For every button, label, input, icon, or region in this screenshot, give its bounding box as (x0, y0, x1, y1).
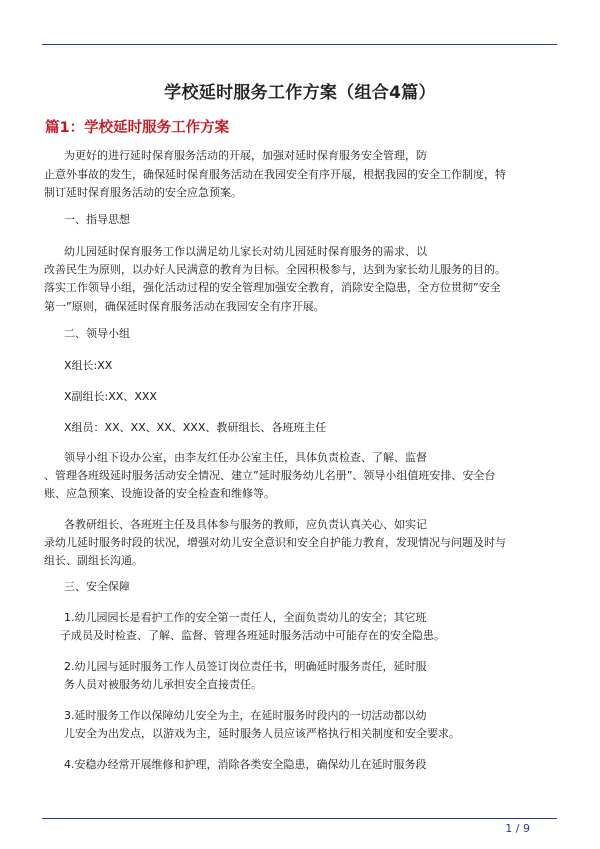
footer-rule (42, 818, 557, 819)
paragraph-line: 改善民生为原则，以办好人民满意的教育为目标。全园积极参与，达到为家长幼儿服务的目的。 (44, 263, 506, 276)
paragraph-line: 幼儿园延时保育服务工作以满足幼儿家长对幼儿园延时保育服务的需求、以 (64, 245, 427, 258)
paragraph-line: X副组长:XX、XXX (64, 390, 157, 403)
document-title: 学校延时服务工作方案（组合4篇） (164, 83, 436, 103)
paragraph-line: 组长、副组长沟通。 (44, 554, 143, 567)
paragraph-line: 制订延时保育服务活动的安全应急预案。 (44, 186, 242, 199)
paragraph-line: 4.安稳办经常开展维修和护理，消除各类安全隐患，确保幼儿在延时服务段 (64, 758, 427, 771)
paragraph-line: 3.延时服务工作以保障幼儿安全为主，在延时服务时段内的一切活动都以幼 (64, 709, 427, 722)
paragraph-line: 子成员及时检查、了解、监督、管理各班延时服务活动中可能存在的安全隐患。 (60, 629, 445, 642)
subheading: 二、领导小组 (64, 327, 130, 340)
paragraph-line: 领导小组下设办公室，由李友红任办公室主任，具体负责检查、了解、监督 (64, 451, 427, 464)
section-heading: 篇1：学校延时服务工作方案 (45, 120, 230, 136)
paragraph-line: 落实工作领导小组，强化活动过程的安全管理加强安全教育，消除安全隐患，全方位贯彻”安全 (44, 281, 501, 294)
paragraph-line: X组员：XX、XX、XX、XXX、教研组长、各班班主任 (64, 421, 327, 434)
paragraph-line: 1.幼儿园园长是看护工作的安全第一责任人，全面负责幼儿的安全；其它班 (64, 611, 427, 624)
paragraph-line: 为更好的进行延时保育服务活动的开展，加强对延时保育服务安全管理，防 (64, 149, 427, 162)
paragraph-line: 账、应急预案、设施设备的安全检查和维修等。 (44, 487, 275, 500)
subheading: 三、安全保障 (64, 580, 130, 593)
paragraph-line: 第一”原则，确保延时保育服务活动在我园安全有序开展。 (44, 300, 325, 313)
paragraph-line: X组长:XX (64, 359, 113, 372)
paragraph-line: 儿安全为出发点，以游戏为主，延时服务人员应该严格执行相关制度和安全要求。 (64, 727, 460, 740)
subheading: 一、指导思想 (64, 213, 130, 226)
paragraph-line: 止意外事故的发生，确保延时保育服务活动在我园安全有序开展，根据我园的安全工作制度，特 (44, 168, 506, 181)
paragraph-line: 务人员对被服务幼儿承担安全直接责任。 (64, 678, 262, 691)
paragraph-line: 2.幼儿园与延时服务工作人员签订岗位责任书，明确延时服务责任，延时服 (64, 660, 427, 673)
paragraph-line: 、管理各班级延时服务活动安全情况、建立”延时服务幼儿名册”、领导小组值班安排、安全台 (44, 469, 496, 482)
page-number: 1 / 9 (505, 822, 530, 835)
paragraph-line: 录幼儿延时服务时段的状况，增强对幼儿安全意识和安全自护能力教育，发现情况与问题及时与 (44, 536, 506, 549)
paragraph-line: 各教研组长、各班班主任及具体参与服务的教师，应负责认真关心、如实记 (64, 518, 427, 531)
header-rule (42, 44, 557, 45)
